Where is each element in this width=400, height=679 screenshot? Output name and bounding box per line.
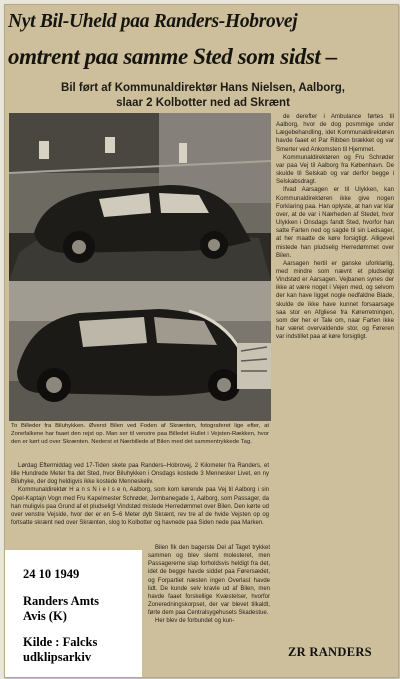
note-source-line-1: Randers Amts [23,594,100,608]
subheadline [15,81,391,111]
subheadline-line-2: slaar 2 Kolbotter ned ad Skrænt [116,97,290,109]
subheadline-line-1: Bil ført af Kommunaldirektør Hans Nielsen, Aalborg, [61,82,345,94]
article-paragraph: Bilen fik den bagerste Del af Taget trykket sammen og blev slemt molesteret, men Passagererne slap forholdsvis heldigt fra det, idet de begge havde siddet paa Førersædet, og Forpartiet næsten ingen Overlast havde lidt. De kunde selv kravle ud af Bilen, men havde faaet forskellige Kvæstelser, hvorfor Zoneredningskorpset, der var blevet tilkaldt, førte dem paa Centralsygehusets Skadestue. [148,545,270,617]
note-kilde-line-2: udklipsarkiv [23,650,92,664]
note-kilde [23,635,141,665]
article-paragraph: Her blev de forbundet og kun- [155,618,235,625]
note-source-line-2: Avis (K) [23,609,67,623]
photo-caption: To Billeder fra Biluhykken. Øverst Bilen ved Foden af Skrænten, fotograferet lige efter, at Zonefalkene har faaet den rejst op. Man ser til venstre paa Billedet Hullet i Vejsten-Rækken, hvor den er kørt ud over Skrænten. Nederst et Nærbillede af Bilen med det sammentrykkede Tag. [11,423,269,445]
article-column-bottom [148,544,270,626]
article-paragraph: Kommunaldirektør H a n s N i e l s e n, Aalborg, som kom kørende paa Vej til Aalborg i sin Opel-Kaptajn Vogn med Fru Kapelmester Schrøder, Jernbanegade 1, Aalborg, som Passager, da han muligvis paa Grund af et pludseligt Vindstød mistede Herredømmet over Bilen. Den kørte ud over venstre Vejside, hvor der er en 5–6 Meter dyb Skrænt, rev tre af de hvide Vejsten op og fortsatte skrænt ned over Skrænten, slog to Kolbotter og havnede paa Siden nede paa Marken. [11,487,269,527]
photo-car-at-embankment [9,113,271,281]
note-kilde-line-1: Kilde : Falcks [23,635,98,649]
article-paragraph: Lørdag Eftermiddag ved 17-Tiden skete paa Randers–Hobrovej, 2 Kilometer fra Randers, et lille Hundrede Meter fra det Sted, hvor Biluhykken i Onsdags kostede 3 Mennesker Livet, en ny Biluhyke, der dog heldigvis ikke kostede Menneskeliv. [11,463,269,486]
article-paragraph: de derefter i Ambulance førtes til Aalborg, hvor de dog posmmige under Lægebehandling, idet Kommunaldirektøren havde faaet et Par Ribben brækket og var Smerter ved Ankomsten til Hjemmet. [276,113,394,153]
note-source [23,594,141,624]
article-paragraph: Aarsagen hertil er ganske uforklarlig, med mindre som nævnt et pludseligt Vindstød er Aarsagen. Vejbanen synes der ikke at være noget i Vejen med, og selvom der kan have ligget nogle nedfaldne Blade, skulde de ikke have kunnet forsaarsage saa stor en Afgliese fra Kørerretningen, som der her er Tale om, naar Farten ikke har været overvaldende stor, og Føreren var indstillet paa at køre forsigtigt. [276,259,394,341]
archive-stamp: ZR RANDERS [288,645,372,659]
archive-note [5,550,142,678]
photo-car-closeup [9,281,271,421]
article-column-right [276,113,394,341]
headline-line-1: Nyt Bil-Uheld paa Randers-Hobrovej [8,11,298,32]
article-paragraph: Ifvad Aarsagen er til Ulykken, kan Kommunaldirektøren ikke give nogen Forklaring paa. Han oplyste, at han var klar over, at de var i Nærheden af Stedet, hvor Ulykken i Onsdags fandt Sted, hvorfor han satte Farten ned og sagde til sin Ledsager, at her maatte de køre forsigtigt. Alligevel mistede han pludselig Herredømmet over Bilen. [276,186,394,259]
article-body-left [11,462,269,527]
headline-line-2: omtrent paa samme Sted som sidst – [8,44,337,69]
note-date: 24 10 1949 [23,567,80,581]
article-paragraph: Kommunaldirektøren og Fru Schrøder var paa Vej til Aalborg fra København. De skulde til Selskab og var derfor begge i Selskabsdragt. [276,153,394,186]
newspaper-clipping [4,4,399,678]
